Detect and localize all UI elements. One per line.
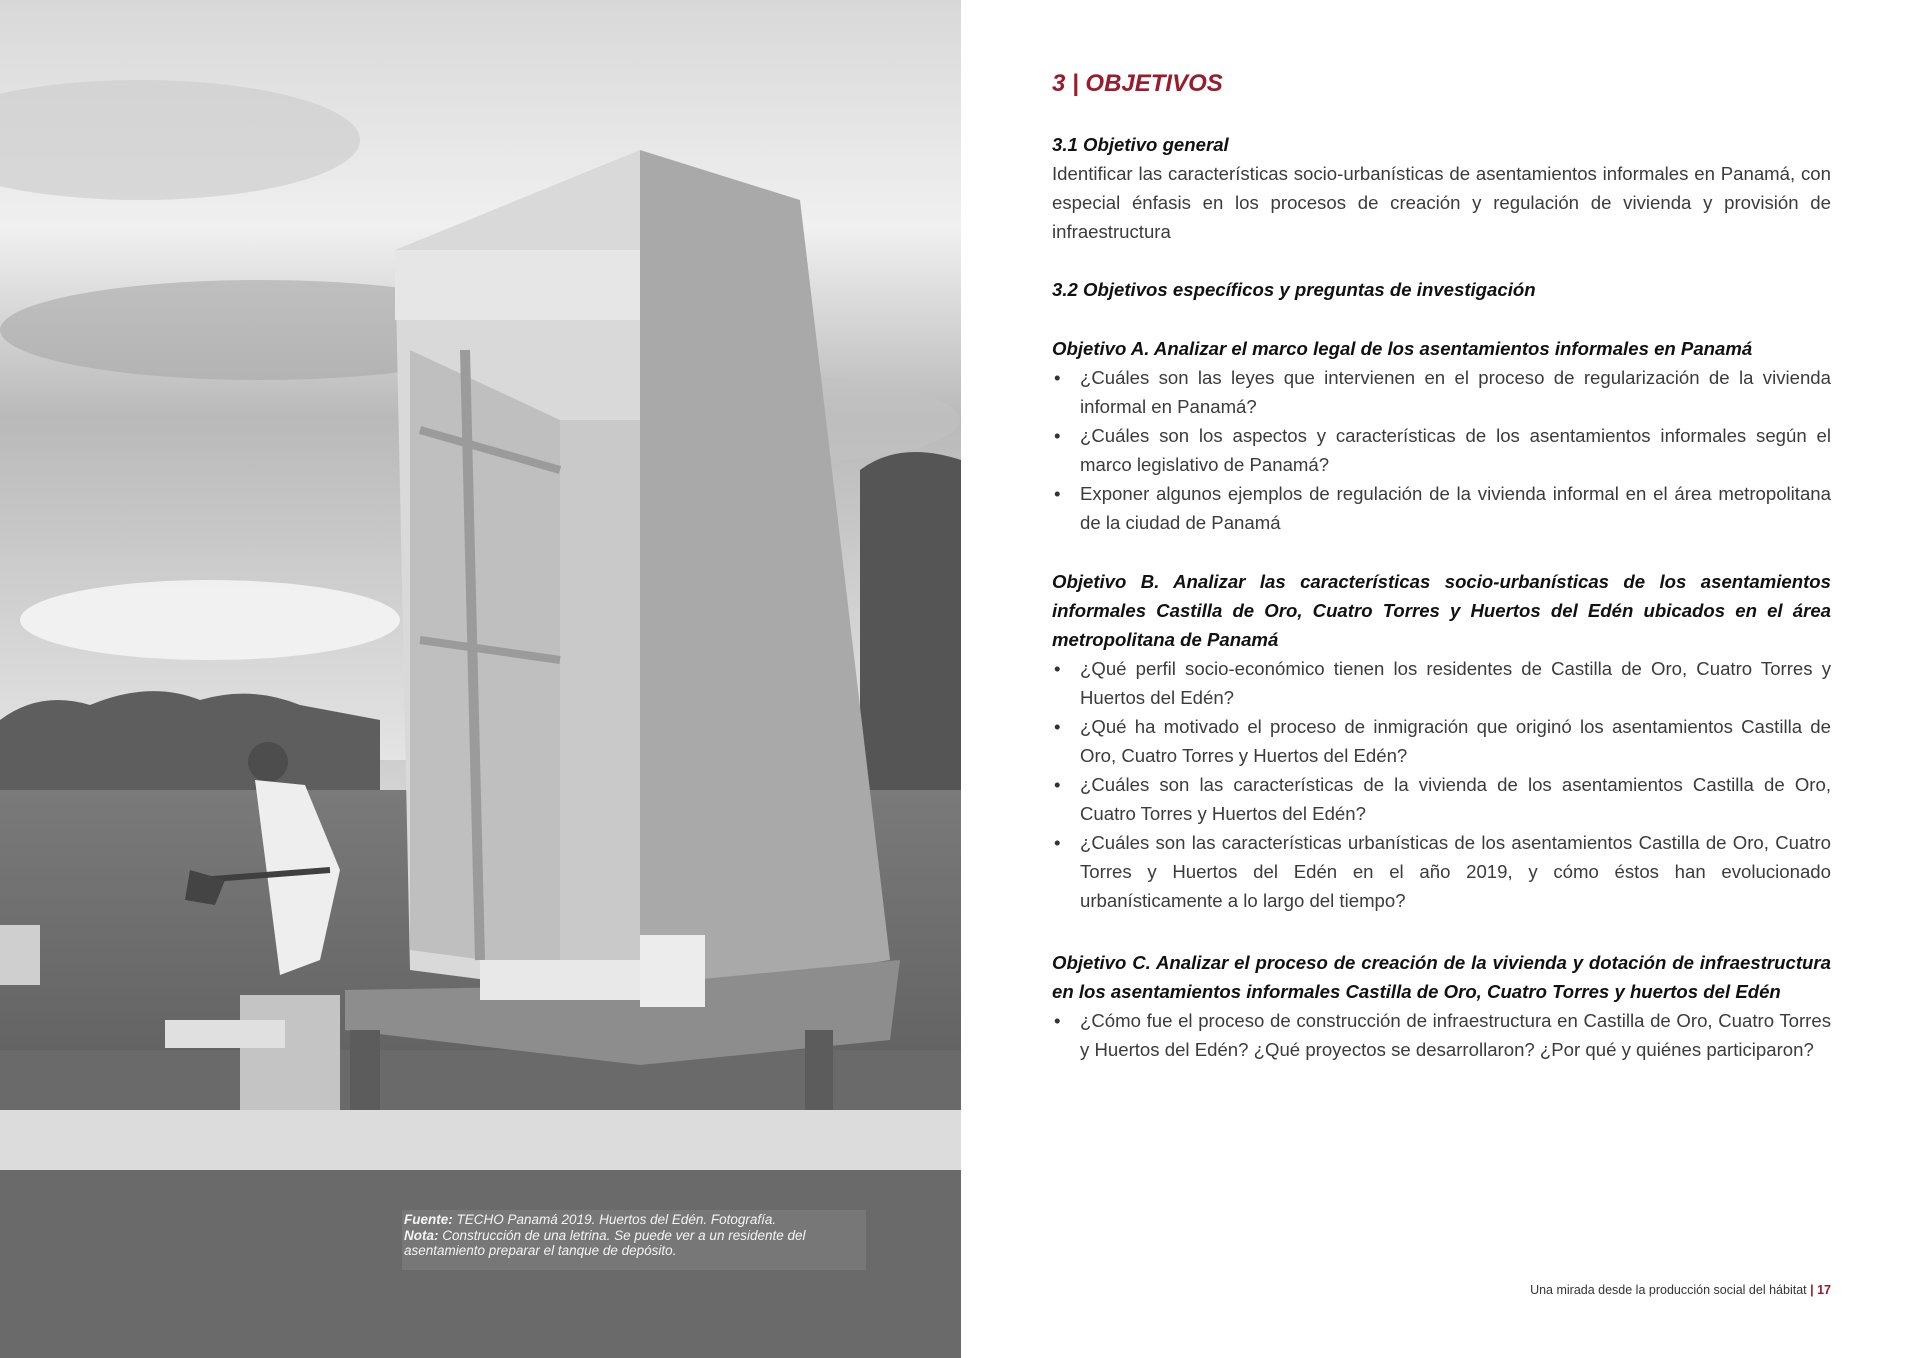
objective-a-heading: Objetivo A. Analizar el marco legal de los asentamientos informales en Panamá	[1052, 338, 1753, 359]
caption-source-text: TECHO Panamá 2019. Huertos del Edén. Fotografía.	[456, 1212, 777, 1227]
list-item: • ¿Qué ha motivado el proceso de inmigración que originó los asentamientos Castilla de Oro, Cuatro Torres y Huertos del Edén?	[1052, 712, 1831, 770]
list-item: • Exponer algunos ejemplos de regulación de la vivienda informal en el área metropolitana de la ciudad de Panamá	[1052, 479, 1831, 537]
caption-note-label: Nota:	[404, 1227, 439, 1243]
specific-objectives-heading: 3.2 Objetivos específicos y preguntas de investigación	[1052, 279, 1536, 300]
photo-caption	[402, 1210, 866, 1270]
objective-b-heading: Objetivo B. Analizar las características socio-urbanísticas de los asentamientos informales Castilla de Oro, Cuatro Torres y Huertos del Edén ubicados en el área metropolitana de Panamá	[1052, 571, 1831, 650]
objective-a-block	[1052, 334, 1831, 537]
text-page	[1052, 0, 1832, 1358]
objective-c-questions	[1052, 1006, 1831, 1064]
list-item: • ¿Cuáles son las características de la vivienda de los asentamientos Castilla de Oro, Cuatro Torres y Huertos del Edén?	[1052, 770, 1831, 828]
objective-c-heading: Objetivo C. Analizar el proceso de creación de la vivienda y dotación de infraestructura en los asentamientos informales Castilla de Oro, Cuatro Torres y huertos del Edén	[1052, 952, 1831, 1002]
list-item: • ¿Cuáles son las características urbanísticas de los asentamientos Castilla de Oro, Cuatro Torres y Huertos del Edén en el año 2019, y cómo éstos han evolucionado urbanísticamente a lo largo del tiempo?	[1052, 828, 1831, 915]
caption-source-label: Fuente:	[404, 1212, 453, 1227]
general-objective-heading: 3.1 Objetivo general	[1052, 134, 1229, 155]
caption-note-line1: Construcción de una letrina. Se puede ver a un residente del	[442, 1227, 806, 1243]
general-objective-text: Identificar las características socio-urbanísticas de asentamientos informales en Panamá, con especial énfasis en los procesos de creación y regulación de vivienda y provisión de infraestructura	[1052, 163, 1831, 242]
specific-objectives-heading-block	[1052, 275, 1831, 304]
objective-b-questions	[1052, 654, 1831, 915]
page-footer	[1513, 1283, 1831, 1297]
list-item: • ¿Cuáles son las leyes que intervienen en el proceso de regularización de la vivienda informal en Panamá?	[1052, 363, 1831, 421]
list-item: • ¿Cómo fue el proceso de construcción de infraestructura en Castilla de Oro, Cuatro Torres y Huertos del Edén? ¿Qué proyectos se desarrollaron? ¿Por qué y quiénes participaron?	[1052, 1006, 1831, 1064]
caption-note-line	[402, 1228, 866, 1244]
page-number: 17	[1817, 1283, 1831, 1297]
objective-b-block	[1052, 567, 1831, 915]
footer-text: Una mirada desde la producción social del hábitat	[1530, 1283, 1807, 1297]
section-title: 3 | OBJETIVOS	[1052, 70, 1223, 97]
list-item: • ¿Qué perfil socio-económico tienen los residentes de Castilla de Oro, Cuatro Torres y Huertos del Edén?	[1052, 654, 1831, 712]
objective-a-questions	[1052, 363, 1831, 537]
list-item: • ¿Cuáles son los aspectos y características de los asentamientos informales según el marco legislativo de Panamá?	[1052, 421, 1831, 479]
general-objective-block	[1052, 130, 1831, 246]
caption-source-line	[402, 1212, 866, 1228]
caption-note-line2: asentamiento preparar el tanque de depósito.	[404, 1243, 677, 1258]
footer-separator: |	[1810, 1283, 1814, 1297]
objective-c-block	[1052, 948, 1831, 1064]
